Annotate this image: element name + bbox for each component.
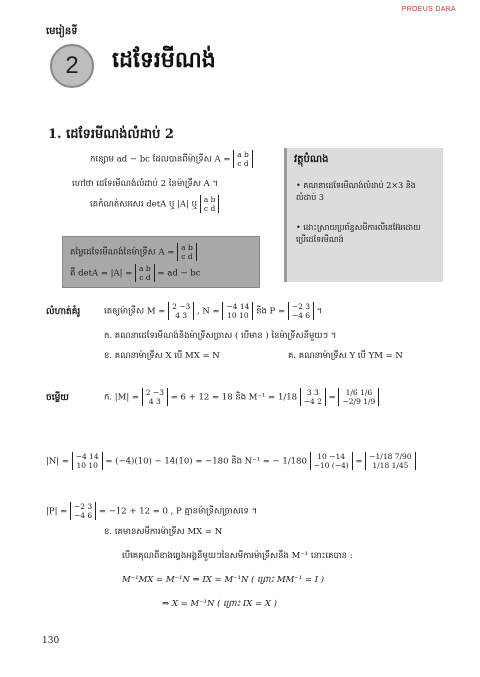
N-inverse: −1/18 7/90 1/18 1/45 (365, 452, 415, 470)
exercise-given: គេឲ្យម៉ាទ្រីស M = 2 −3 4 3 , N = −4 14 10 10 និង P = −2 3 −4 6 ។ (104, 302, 323, 320)
matrix-N: −4 14 10 10 (222, 302, 253, 320)
solution-det-N: |N| = −4 14 10 10 = (−4)(10) − 14(10) = −180 និង N⁻¹ = − 1/180 10 −14 −10 (−4) = −1/18 7/90 1/18 1/45 (46, 452, 416, 470)
det-A-notation: a b c d (200, 195, 220, 213)
M-adjugate: 3 3 −4 2 (300, 388, 326, 406)
matrix-M: 2 −3 4 3 (168, 302, 194, 320)
det-P-matrix: −2 3 −4 6 (70, 502, 96, 520)
exercise-part-b: ខ. គណនាម៉ាទ្រីស X បើ MX = N (104, 351, 220, 361)
lesson-label: មេរៀនទី (46, 26, 78, 37)
exercise-part-c: គ. គណនាម៉ាទ្រីស Y បើ YM = N (288, 351, 403, 361)
intro-line-1: កន្សោម ad − bc ដែលបានពីម៉ាទ្រីស A = a b c d (90, 150, 253, 168)
solution-equation-1: M⁻¹MX = M⁻¹N ⇒ IX = M⁻¹N ( ព្រោះ MM⁻¹ = I ) (122, 575, 325, 585)
definition-line-1: តម្លៃដេទែរមីណង់នៃម៉ាទ្រីស A = a b c d (70, 243, 197, 261)
lesson-number-badge (50, 44, 94, 88)
solution-part-b: ខ. គេមានសមីការម៉ាទ្រីស MX = N (104, 527, 223, 537)
objectives-title: វត្ថុបំណង (294, 154, 329, 165)
definition-det-A: a b c d (135, 264, 155, 282)
solution-det-P: |P| = −2 3 −4 6 = −12 + 12 = 0 , P គ្មានម៉ាទ្រីសច្រាសទេ ។ (46, 502, 258, 520)
M-inverse: 1/6 1/6 −2/9 1/9 (338, 388, 379, 406)
header-brand: PROEUS DARA (401, 6, 456, 13)
objectives-box (284, 148, 443, 282)
exercise-part-a: ក. គណនាដេទែរមីណង់និងម៉ាទ្រីសច្រាស ( បើមាន ) នៃម៉ាទ្រីសនីមួយៗ ។ (104, 331, 337, 341)
solution-label: ចម្លើយ (46, 393, 69, 403)
solution-det-M: ក. |M| = 2 −3 4 3 = 6 + 12 = 18 និង M⁻¹ = 1/18 3 3 −4 2 = 1/6 1/6 −2/9 1/9 (104, 388, 379, 406)
page-number: 130 (42, 636, 60, 646)
intro-line-2: ហៅថា ដេទែរមីណង់លំដាប់ 2 នៃម៉ាទ្រីស A ។ (72, 179, 219, 189)
N-adjugate: 10 −14 −10 (−4) (310, 452, 353, 470)
exercise-label: លំហាត់គំរូ (46, 307, 81, 317)
definition-line-2: គឺ detA = |A| = a b c d = ad − bc (70, 264, 201, 282)
det-M-matrix: 2 −3 4 3 (142, 388, 168, 406)
det-N-matrix: −4 14 10 10 (72, 452, 103, 470)
solution-explain: បើគេគុណពីខាងឆ្វេងអង្គនីមួយៗនៃសមីការម៉ាទ្រីសនឹង M⁻¹ នោះគេបាន : (122, 551, 353, 561)
solution-equation-2: ⇒ X = M⁻¹N ( ព្រោះ IX = X ) (162, 599, 277, 609)
intro-line-3: គេកំណត់សរសេរ detA ឬ |A| ឬ a b c d (90, 195, 219, 213)
lesson-number: 2 (65, 52, 79, 79)
objective-item: • គណនាដេទែរមីណង់លំដាប់ 2×3 និងលំដាប់ 3 (296, 181, 416, 202)
definition-matrix-A: a b c d (177, 243, 197, 261)
section-title: 1. ដេទែរមីណង់លំដាប់ 2 (48, 127, 174, 142)
objective-item: • ដោះស្រាយប្រព័ន្ធសមីការលីនេអ៊ែរដោយប្រើដេទែរមីណង់ (296, 223, 421, 244)
matrix-P: −2 3 −4 6 (288, 302, 314, 320)
matrix-A: a b c d (233, 150, 253, 168)
chapter-title: ដេទែរមីណង់ (112, 47, 216, 72)
